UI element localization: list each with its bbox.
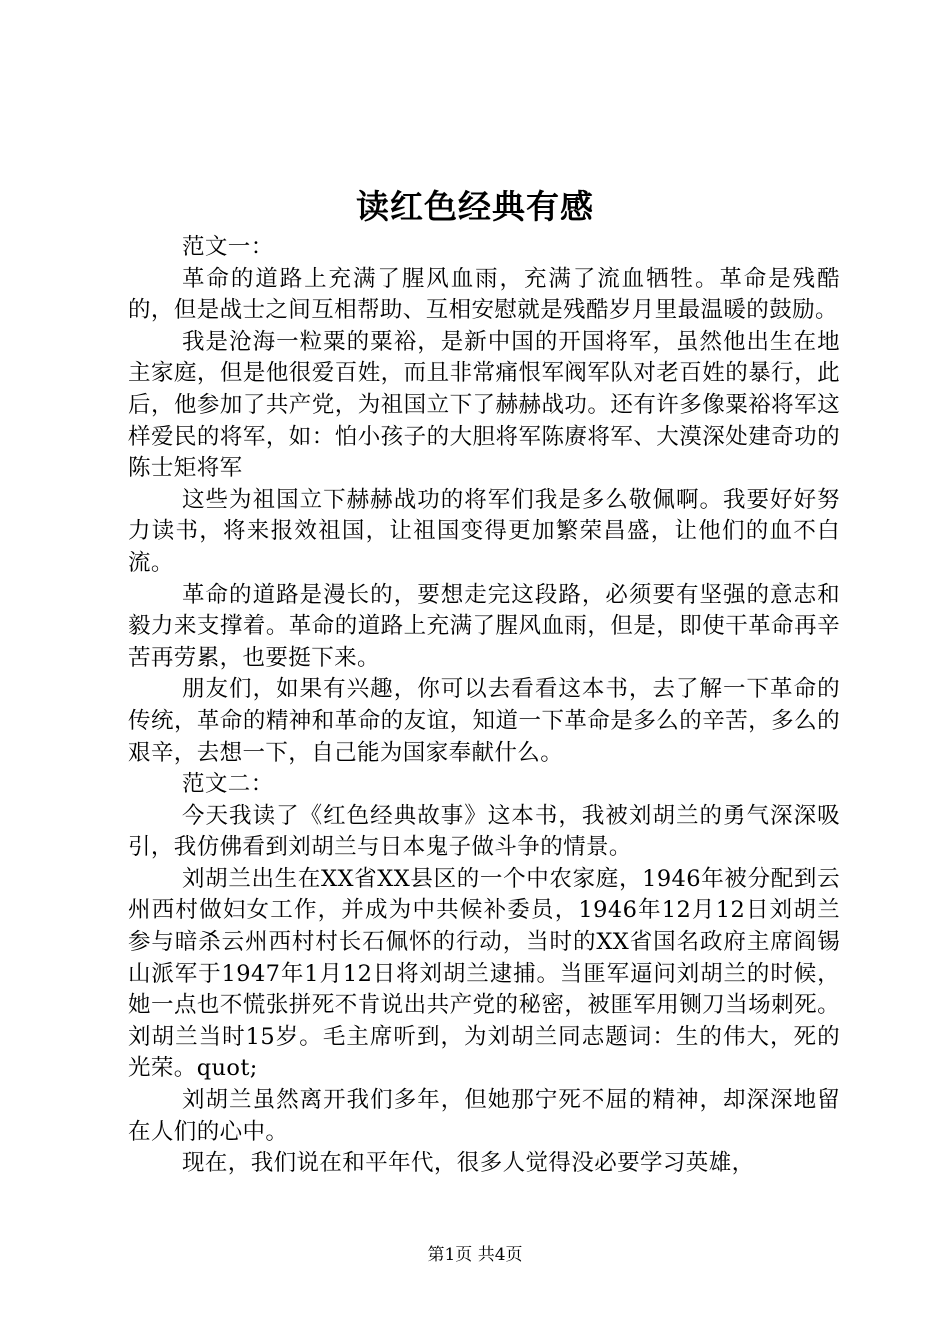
- paragraph: 我是沧海一粒粟的粟裕，是新中国的开国将军，虽然他出生在地主家庭，但是他很爱百姓，而且非常痛恨军阀军队对老百姓的暴行，此后，他参加了共产党，为祖国立下了赫赫战功。还有许多像粟裕将军这样爱民的将军，如：怕小孩子的大胆将军陈赓将军、大漠深处建奇功的陈士矩将军: [128, 328, 840, 482]
- document-body: [128, 232, 840, 1180]
- paragraph: 革命的道路是漫长的，要想走完这段路，必须要有坚强的意志和毅力来支撑着。革命的道路上充满了腥风血雨，但是，即使干革命再辛苦再劳累，也要挺下来。: [128, 581, 840, 671]
- paragraph: 今天我读了《红色经典故事》这本书，我被刘胡兰的勇气深深吸引，我仿佛看到刘胡兰与日本鬼子做斗争的情景。: [128, 802, 840, 861]
- paragraph: 革命的道路上充满了腥风血雨，充满了流血牺牲。革命是残酷的，但是战士之间互相帮助、互相安慰就是残酷岁月里最温暖的鼓励。: [128, 265, 840, 324]
- paragraph: 刘胡兰出生在XX省XX县区的一个中农家庭，1946年被分配到云州西村做妇女工作，并成为中共候补委员，1946年12月12日刘胡兰参与暗杀云州西村村长石佩怀的行动，当时的XX省国名政府主席阎锡山派军于1947年1月12日将刘胡兰逮捕。当匪军逼问刘胡兰的时候，她一点也不慌张拼死不肯说出共产党的秘密，被匪军用铡刀当场刺死。刘胡兰当时15岁。毛主席听到，为刘胡兰同志题词：生的伟大，死的光荣。quot;: [128, 865, 840, 1082]
- document-title: 读红色经典有感: [356, 187, 594, 226]
- paragraph-heading-2: 范文二：: [182, 771, 274, 798]
- paragraph: 现在，我们说在和平年代，很多人觉得没必要学习英雄，: [182, 1150, 755, 1177]
- paragraph: 朋友们，如果有兴趣，你可以去看看这本书，去了解一下革命的传统，革命的精神和革命的友谊，知道一下革命是多么的辛苦，多么的艰辛，去想一下，自己能为国家奉献什么。: [128, 676, 840, 766]
- paragraph-heading-1: 范文一：: [182, 234, 274, 260]
- paragraph: 刘胡兰虽然离开我们多年，但她那宁死不屈的精神，却深深地留在人们的心中。: [128, 1087, 840, 1145]
- page-footer: 第1页 共4页: [427, 1245, 523, 1265]
- paragraph: 这些为祖国立下赫赫战功的将军们我是多么敬佩啊。我要好好努力读书，将来报效祖国，让祖国变得更加繁荣昌盛，让他们的血不白流。: [128, 486, 840, 576]
